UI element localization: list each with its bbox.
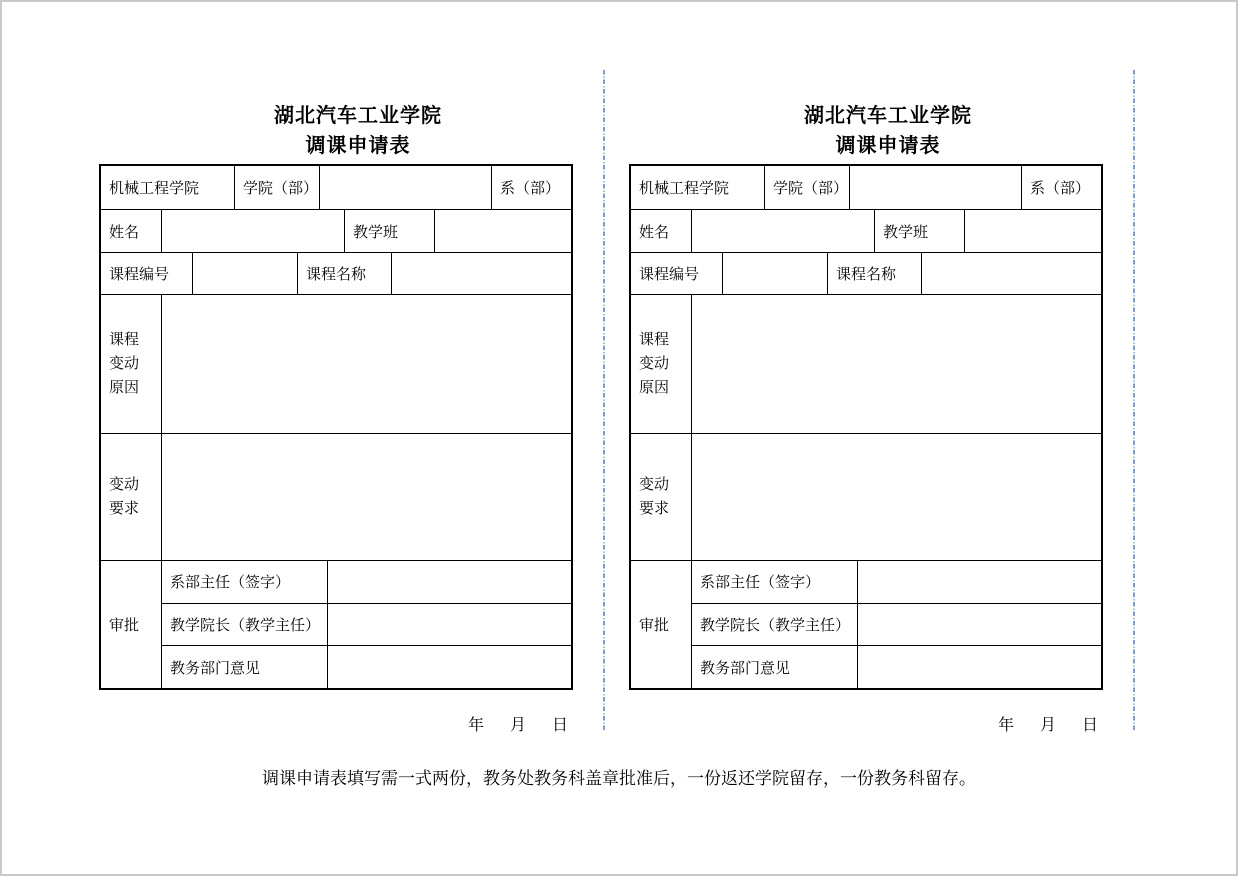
table-row bbox=[631, 294, 1101, 433]
table-row bbox=[101, 433, 571, 560]
approval-section bbox=[101, 560, 571, 688]
school-name-title: 湖北汽车工业学院 bbox=[804, 105, 972, 127]
department-name-field[interactable] bbox=[849, 166, 1021, 209]
form-copy-1 bbox=[99, 101, 617, 735]
course-name-label: 课程名称 bbox=[297, 253, 391, 294]
teaching-class-label: 教学班 bbox=[344, 210, 434, 252]
dept-head-signature-label: 系部主任（签字） bbox=[170, 574, 291, 592]
college-name-value[interactable]: 机械工程学院 bbox=[639, 180, 730, 197]
change-reason-label: 课程变动原因 bbox=[639, 331, 670, 396]
date-line: 年 月 日 bbox=[467, 717, 573, 734]
table-row bbox=[631, 209, 1101, 252]
college-label: 学院（部） bbox=[234, 166, 319, 209]
dean-signature-field[interactable] bbox=[327, 604, 571, 646]
department-name-field[interactable] bbox=[319, 166, 491, 209]
name-label: 姓名 bbox=[639, 223, 670, 241]
academic-office-opinion-label: 教务部门意见 bbox=[700, 659, 791, 677]
course-name-label: 课程名称 bbox=[827, 253, 921, 294]
table-row bbox=[162, 561, 571, 603]
table-row bbox=[631, 166, 1101, 209]
name-label: 姓名 bbox=[109, 223, 140, 241]
change-request-label: 变动要求 bbox=[109, 476, 140, 517]
table-row bbox=[162, 603, 571, 646]
footer-instruction-note: 调课申请表填写需一式两份，教务处教务科盖章批准后，一份返还学院留存，一份教务科留存。 bbox=[262, 769, 976, 788]
dean-signature-field[interactable] bbox=[857, 604, 1101, 646]
teaching-class-field[interactable] bbox=[964, 210, 1101, 252]
course-code-field[interactable] bbox=[722, 253, 827, 294]
dept-head-signature-label: 系部主任（签字） bbox=[700, 574, 821, 592]
change-request-field[interactable] bbox=[691, 434, 1101, 560]
table-row bbox=[101, 166, 571, 209]
dean-signature-label: 教学院长（教学主任） bbox=[170, 617, 321, 634]
teaching-class-field[interactable] bbox=[434, 210, 571, 252]
table-row bbox=[631, 433, 1101, 560]
table-row bbox=[692, 645, 1101, 688]
teaching-class-label: 教学班 bbox=[874, 210, 964, 252]
college-label: 学院（部） bbox=[764, 166, 849, 209]
application-form-table bbox=[99, 164, 573, 690]
department-label: 系（部） bbox=[491, 166, 571, 209]
school-name-title: 湖北汽车工业学院 bbox=[274, 105, 442, 127]
table-row bbox=[692, 561, 1101, 603]
table-row bbox=[101, 252, 571, 294]
change-request-label: 变动要求 bbox=[639, 476, 670, 517]
cut-dashed-line-right bbox=[1133, 70, 1135, 730]
table-row bbox=[692, 603, 1101, 646]
cut-dashed-line-middle bbox=[603, 70, 605, 730]
change-request-field[interactable] bbox=[161, 434, 571, 560]
approval-label: 审批 bbox=[639, 617, 670, 634]
department-label: 系（部） bbox=[1021, 166, 1101, 209]
date-line: 年 月 日 bbox=[997, 717, 1103, 734]
table-row bbox=[162, 645, 571, 688]
form-name-title: 调课申请表 bbox=[835, 135, 941, 157]
course-name-field[interactable] bbox=[391, 253, 571, 294]
approval-rows bbox=[161, 561, 571, 688]
course-code-label: 课程编号 bbox=[639, 266, 700, 283]
form-name-title: 调课申请表 bbox=[305, 135, 411, 157]
approval-section bbox=[631, 560, 1101, 688]
academic-office-opinion-field[interactable] bbox=[857, 646, 1101, 688]
dept-head-signature-field[interactable] bbox=[857, 561, 1101, 603]
academic-office-opinion-field[interactable] bbox=[327, 646, 571, 688]
course-name-field[interactable] bbox=[921, 253, 1101, 294]
form-copy-2 bbox=[629, 101, 1147, 735]
form-title bbox=[99, 101, 617, 161]
change-reason-label: 课程变动原因 bbox=[109, 331, 140, 396]
change-reason-field[interactable] bbox=[691, 295, 1101, 433]
academic-office-opinion-label: 教务部门意见 bbox=[170, 659, 261, 677]
dean-signature-label: 教学院长（教学主任） bbox=[700, 617, 851, 634]
form-title bbox=[629, 101, 1147, 161]
change-reason-field[interactable] bbox=[161, 295, 571, 433]
table-row bbox=[101, 209, 571, 252]
course-code-label: 课程编号 bbox=[109, 266, 170, 283]
approval-rows bbox=[691, 561, 1101, 688]
name-field[interactable] bbox=[691, 210, 874, 252]
application-form-table bbox=[629, 164, 1103, 690]
name-field[interactable] bbox=[161, 210, 344, 252]
college-name-value[interactable]: 机械工程学院 bbox=[109, 180, 200, 197]
approval-label: 审批 bbox=[109, 617, 140, 634]
dept-head-signature-field[interactable] bbox=[327, 561, 571, 603]
table-row bbox=[101, 294, 571, 433]
table-row bbox=[631, 252, 1101, 294]
course-code-field[interactable] bbox=[192, 253, 297, 294]
